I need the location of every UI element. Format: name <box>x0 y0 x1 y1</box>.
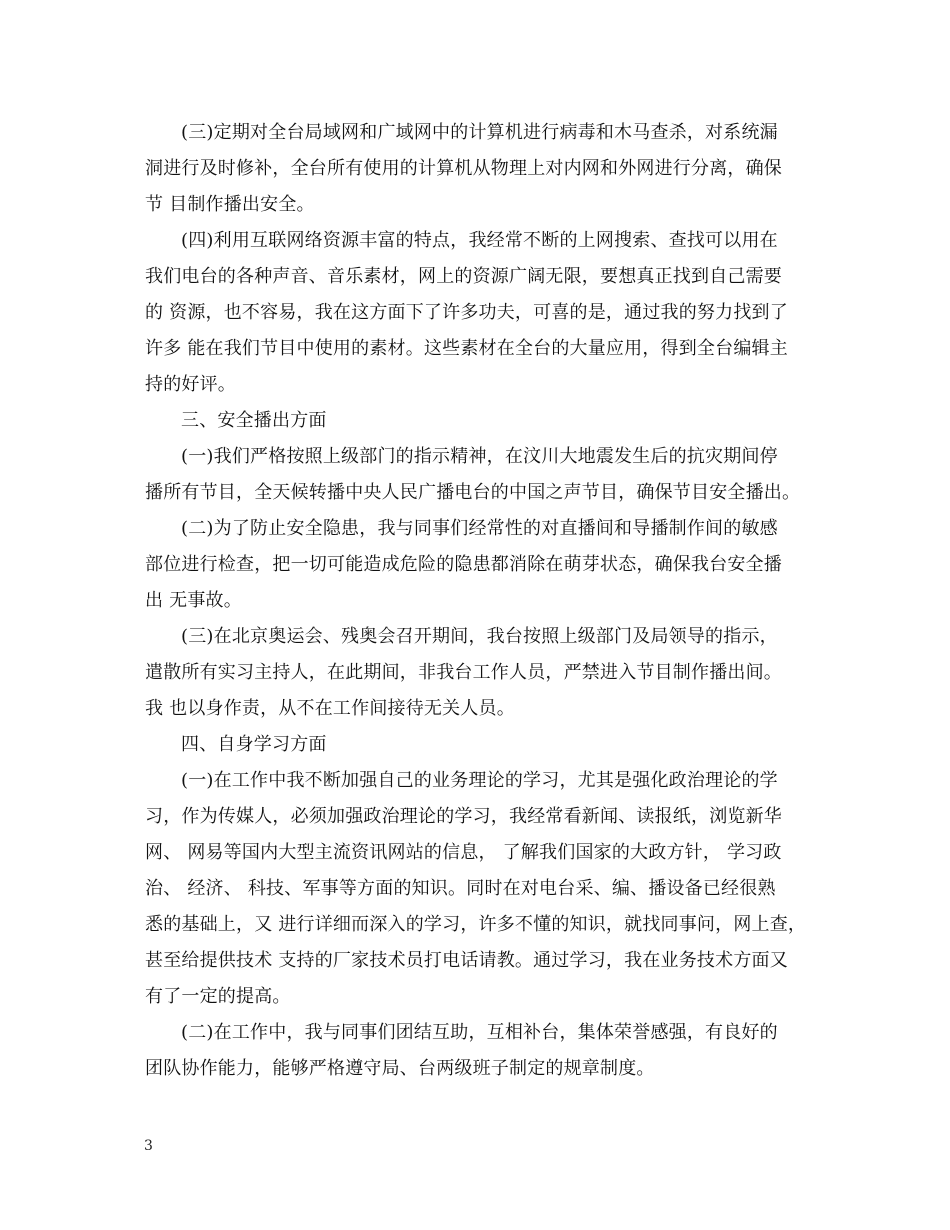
paragraph-line: 洞进行及时修补，全台所有使用的计算机从物理上对内网和外网进行分离，确保 <box>145 158 782 179</box>
paragraph-line: 习，作为传媒人，必须加强政治理论的学习，我经常看新闻、读报纸，浏览新华 <box>145 806 782 827</box>
paragraph-line: (一)在工作中我不断加强自己的业务理论的学习，尤其是强化政治理论的学 <box>181 770 778 791</box>
paragraph-line: 有了一定的提高。 <box>145 986 291 1007</box>
paragraph-line: (二)为了防止安全隐患，我与同事们经常性的对直播间和导播制作间的敏感 <box>181 518 778 539</box>
paragraph-line: 网、 网易等国内大型主流资讯网站的信息， 了解我们国家的大政方针， 学习政 <box>145 842 782 863</box>
paragraph-line: 出 无事故。 <box>145 590 242 611</box>
paragraph-line: 遣散所有实习主持人，在此期间，非我台工作人员，严禁进入节目制作播出间。 <box>145 662 782 683</box>
paragraph-line: 许多 能在我们节目中使用的素材。这些素材在全台的大量应用，得到全台编辑主 <box>145 338 788 359</box>
paragraph-line: (三)在北京奥运会、残奥会召开期间，我台按照上级部门及局领导的指示， <box>181 626 778 647</box>
paragraph-line: (三)定期对全台局域网和广域网中的计算机进行病毒和木马查杀，对系统漏 <box>181 122 778 143</box>
paragraph-line: 甚至给提供技术 支持的厂家技术员打电话请教。通过学习，我在业务技术方面又 <box>145 950 788 971</box>
paragraph-line: 的 资源，也不容易，我在这方面下了许多功夫，可喜的是，通过我的努力找到了 <box>145 302 788 323</box>
paragraph-line: 治、 经济、 科技、军事等方面的知识。同时在对电台采、编、播设备已经很熟 <box>145 878 776 899</box>
paragraph-line: 我们电台的各种声音、音乐素材，网上的资源广阔无限，要想真正找到自己需要 <box>145 266 782 287</box>
paragraph-line: 悉的基础上，又 进行详细而深入的学习，许多不懂的知识，就找同事问，网上查， <box>145 914 807 935</box>
paragraph-line: 部位进行检查，把一切可能造成危险的隐患都消除在萌芽状态，确保我台安全播 <box>145 554 782 575</box>
paragraph-line: 团队协作能力，能够严格遵守局、台两级班子制定的规章制度。 <box>145 1058 655 1079</box>
section-heading: 三、安全播出方面 <box>181 410 327 431</box>
section-heading: 四、自身学习方面 <box>181 734 327 755</box>
paragraph-line: 我 也以身作责，从不在工作间接待无关人员。 <box>145 698 515 719</box>
paragraph-line: 持的好评。 <box>145 374 236 395</box>
page-number: 3 <box>144 1138 153 1154</box>
paragraph-line: 节 目制作播出安全。 <box>145 194 315 215</box>
paragraph-line: (一)我们严格按照上级部门的指示精神，在汶川大地震发生后的抗灾期间停 <box>181 446 778 467</box>
paragraph-line: (二)在工作中，我与同事们团结互助，互相补台，集体荣誉感强，有良好的 <box>181 1022 778 1043</box>
paragraph-line: (四)利用互联网络资源丰富的特点，我经常不断的上网搜索、查找可以用在 <box>181 230 778 251</box>
paragraph-line: 播所有节目，全天候转播中央人民广播电台的中国之声节目，确保节目安全播出。 <box>145 482 801 503</box>
